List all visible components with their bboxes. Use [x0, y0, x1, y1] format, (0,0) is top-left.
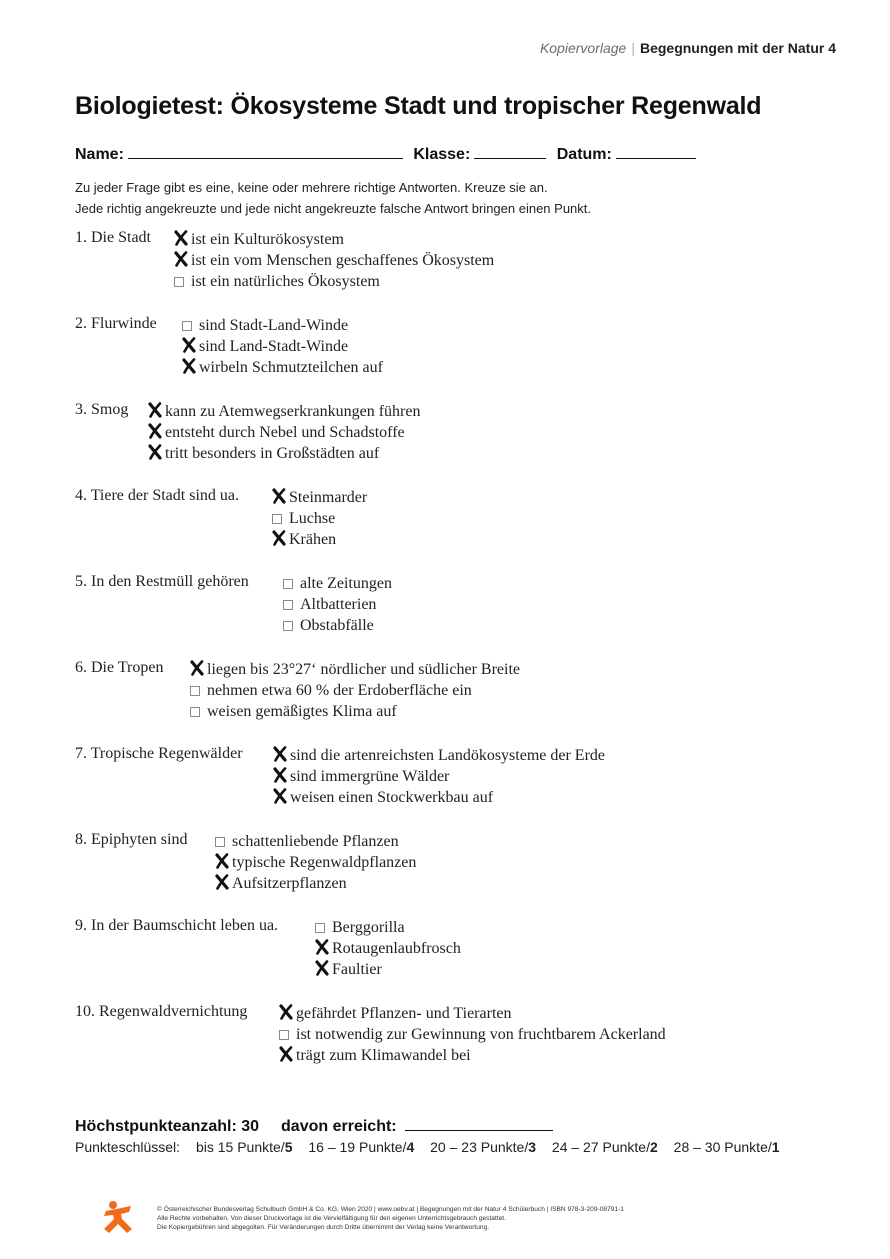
- answer-option[interactable]: [283, 615, 374, 636]
- question-label: 5. In den Restmüll gehören: [75, 573, 249, 590]
- answer-option[interactable]: [190, 659, 520, 680]
- copyright-notice: [157, 1205, 624, 1232]
- answer-option[interactable]: [182, 315, 348, 336]
- answer-text: ist ein vom Menschen geschaffenes Ökosystem: [191, 252, 495, 269]
- achieved-field[interactable]: [405, 1116, 553, 1131]
- answer-option[interactable]: [272, 529, 336, 550]
- checked-cross-icon[interactable]: [273, 788, 287, 804]
- answer-option[interactable]: [272, 508, 335, 529]
- checked-cross-icon[interactable]: [272, 488, 286, 504]
- instruction-line: Jede richtig angekreuzte und jede nicht angekreuzte falsche Antwort bringen einen Punkt.: [75, 201, 592, 216]
- datum-field[interactable]: [616, 144, 696, 159]
- answer-text: tritt besonders in Großstädten auf: [165, 445, 380, 462]
- answer-text: ist ein Kulturökosystem: [191, 231, 344, 248]
- answer-option[interactable]: [279, 1003, 511, 1024]
- answer-option[interactable]: [273, 745, 605, 766]
- empty-checkbox-icon[interactable]: [190, 707, 200, 717]
- answer-text: alte Zeitungen: [300, 575, 392, 592]
- answer-text: trägt zum Klimawandel bei: [296, 1047, 471, 1064]
- answer-option[interactable]: [148, 422, 405, 443]
- checked-cross-icon[interactable]: [148, 423, 162, 439]
- grade-entry: 24 – 27 Punkte/2: [551, 1139, 658, 1155]
- answer-text: Altbatterien: [300, 596, 377, 613]
- checked-cross-icon[interactable]: [273, 767, 287, 783]
- answer-option[interactable]: [182, 357, 383, 378]
- empty-checkbox-icon[interactable]: [272, 514, 282, 524]
- kopiervorlage-label: Kopiervorlage: [539, 40, 627, 56]
- answer-option[interactable]: [148, 443, 379, 464]
- grade-entry: 28 – 30 Punkte/1: [673, 1139, 780, 1155]
- question-label: 4. Tiere der Stadt sind ua.: [75, 487, 239, 504]
- klasse-field[interactable]: [474, 144, 546, 159]
- checked-cross-icon[interactable]: [315, 960, 329, 976]
- grading-key-label: Punkteschlüssel:: [75, 1139, 181, 1155]
- answer-option[interactable]: [283, 573, 392, 594]
- instructions: [75, 177, 591, 219]
- book-title: Begegnungen mit der Natur 4: [639, 40, 836, 56]
- publisher-logo-icon: [100, 1199, 136, 1235]
- name-field[interactable]: [128, 144, 403, 159]
- answer-text: liegen bis 23°27‘ nördlicher und südlicher Breite: [207, 661, 520, 678]
- answer-option[interactable]: [148, 401, 420, 422]
- max-points-label: Höchstpunkteanzahl: 30: [75, 1118, 260, 1135]
- instruction-line: Zu jeder Frage gibt es eine, keine oder mehrere richtige Antworten. Kreuze sie an.: [75, 180, 548, 195]
- answer-option[interactable]: [283, 594, 376, 615]
- answer-text: Krähen: [289, 531, 337, 548]
- answer-option[interactable]: [190, 701, 397, 722]
- page-title: Biologietest: Ökosysteme Stadt und tropischer Regenwald: [75, 92, 762, 120]
- answer-text: Berggorilla: [332, 919, 405, 936]
- checked-cross-icon[interactable]: [279, 1004, 293, 1020]
- student-info-row: [75, 144, 702, 164]
- empty-checkbox-icon[interactable]: [283, 600, 293, 610]
- checked-cross-icon[interactable]: [215, 874, 229, 890]
- question-label: 8. Epiphyten sind: [75, 831, 188, 848]
- copyright-line: Alle Rechte vorbehalten. Von dieser Druckvorlage ist die Vervielfältigung für den eigenen Unterrichtsgebrauch gestattet.: [157, 1215, 506, 1222]
- answer-option[interactable]: [215, 852, 416, 873]
- checked-cross-icon[interactable]: [148, 402, 162, 418]
- empty-checkbox-icon[interactable]: [279, 1030, 289, 1040]
- answer-text: schattenliebende Pflanzen: [232, 833, 399, 850]
- answer-option[interactable]: [215, 873, 347, 894]
- answer-text: ist notwendig zur Gewinnung von fruchtbarem Ackerland: [296, 1026, 666, 1043]
- answer-text: wirbeln Schmutzteilchen auf: [199, 359, 383, 376]
- checked-cross-icon[interactable]: [148, 444, 162, 460]
- answer-text: weisen einen Stockwerkbau auf: [290, 789, 494, 806]
- question-label: 10. Regenwaldvernichtung: [75, 1003, 248, 1020]
- achieved-label: davon erreicht:: [281, 1118, 397, 1135]
- empty-checkbox-icon[interactable]: [190, 686, 200, 696]
- answer-option[interactable]: [315, 917, 405, 938]
- empty-checkbox-icon[interactable]: [283, 579, 293, 589]
- answer-text: sind Land-Stadt-Winde: [199, 338, 349, 355]
- empty-checkbox-icon[interactable]: [215, 837, 225, 847]
- answer-text: Aufsitzerpflanzen: [232, 875, 347, 892]
- klasse-label: Klasse:: [413, 146, 471, 163]
- copyright-line: Die Kopiergebühren sind abgegolten. Für Veränderungen durch Dritte übernimmt der Verlag keine Verantwortung.: [157, 1224, 490, 1231]
- question-label: 2. Flurwinde: [75, 315, 157, 332]
- page-header: [540, 40, 836, 56]
- checked-cross-icon[interactable]: [182, 358, 196, 374]
- answer-text: entsteht durch Nebel und Schadstoffe: [165, 424, 405, 441]
- score-summary: [75, 1116, 553, 1136]
- checked-cross-icon[interactable]: [273, 746, 287, 762]
- question-label: 6. Die Tropen: [75, 659, 164, 676]
- checked-cross-icon[interactable]: [315, 939, 329, 955]
- checked-cross-icon[interactable]: [272, 530, 286, 546]
- empty-checkbox-icon[interactable]: [283, 621, 293, 631]
- answer-option[interactable]: [315, 938, 461, 959]
- answer-text: gefährdet Pflanzen- und Tierarten: [296, 1005, 512, 1022]
- empty-checkbox-icon[interactable]: [182, 321, 192, 331]
- answer-option[interactable]: [174, 271, 380, 292]
- question-label: 3. Smog: [75, 401, 129, 418]
- answer-option[interactable]: [190, 680, 472, 701]
- answer-option[interactable]: [215, 831, 399, 852]
- answer-option[interactable]: [174, 229, 344, 250]
- answer-text: Steinmarder: [289, 489, 368, 506]
- question-label: 1. Die Stadt: [75, 229, 151, 246]
- answer-text: sind immergrüne Wälder: [290, 768, 450, 785]
- answer-text: Faultier: [332, 961, 382, 978]
- answer-text: weisen gemäßigtes Klima auf: [207, 703, 397, 720]
- checked-cross-icon[interactable]: [279, 1046, 293, 1062]
- checked-cross-icon[interactable]: [182, 337, 196, 353]
- empty-checkbox-icon[interactable]: [174, 277, 184, 287]
- grade-entry: 16 – 19 Punkte/4: [308, 1139, 415, 1155]
- answer-text: sind die artenreichsten Landökosysteme der Erde: [290, 747, 605, 764]
- copyright-line: © Österreichischer Bundesverlag Schulbuch GmbH & Co. KG, Wien 2020 | www.oebv.at | Begegnungen mit der Natur 4 Schülerbuch | ISBN 978-3-209-08791-1: [157, 1206, 624, 1213]
- answer-text: nehmen etwa 60 % der Erdoberfläche ein: [207, 682, 472, 699]
- answer-text: Rotaugenlaubfrosch: [332, 940, 461, 957]
- answer-text: Luchse: [289, 510, 336, 527]
- answer-option[interactable]: [315, 959, 382, 980]
- question-label: 9. In der Baumschicht leben ua.: [75, 917, 279, 934]
- checked-cross-icon[interactable]: [190, 660, 204, 676]
- datum-label: Datum:: [556, 146, 612, 163]
- answer-text: sind Stadt-Land-Winde: [199, 317, 349, 334]
- grading-key: [75, 1139, 792, 1155]
- checked-cross-icon[interactable]: [215, 853, 229, 869]
- answer-option[interactable]: [273, 787, 493, 808]
- answer-text: ist ein natürliches Ökosystem: [191, 273, 380, 290]
- checked-cross-icon[interactable]: [174, 230, 188, 246]
- answer-option[interactable]: [182, 336, 348, 357]
- answer-text: Obstabfälle: [300, 617, 374, 634]
- grade-entry: bis 15 Punkte/5: [195, 1139, 293, 1155]
- header-separator: |: [631, 40, 635, 56]
- checked-cross-icon[interactable]: [174, 251, 188, 267]
- answer-option[interactable]: [272, 487, 367, 508]
- answer-option[interactable]: [273, 766, 449, 787]
- question-label: 7. Tropische Regenwälder: [75, 745, 243, 762]
- grade-entry: 20 – 23 Punkte/3: [430, 1139, 537, 1155]
- empty-checkbox-icon[interactable]: [315, 923, 325, 933]
- answer-text: kann zu Atemwegserkrankungen führen: [165, 403, 421, 420]
- answer-text: typische Regenwaldpflanzen: [232, 854, 417, 871]
- answer-option[interactable]: [174, 250, 494, 271]
- answer-option[interactable]: [279, 1024, 666, 1045]
- answer-option[interactable]: [279, 1045, 471, 1066]
- name-label: Name:: [75, 146, 124, 163]
